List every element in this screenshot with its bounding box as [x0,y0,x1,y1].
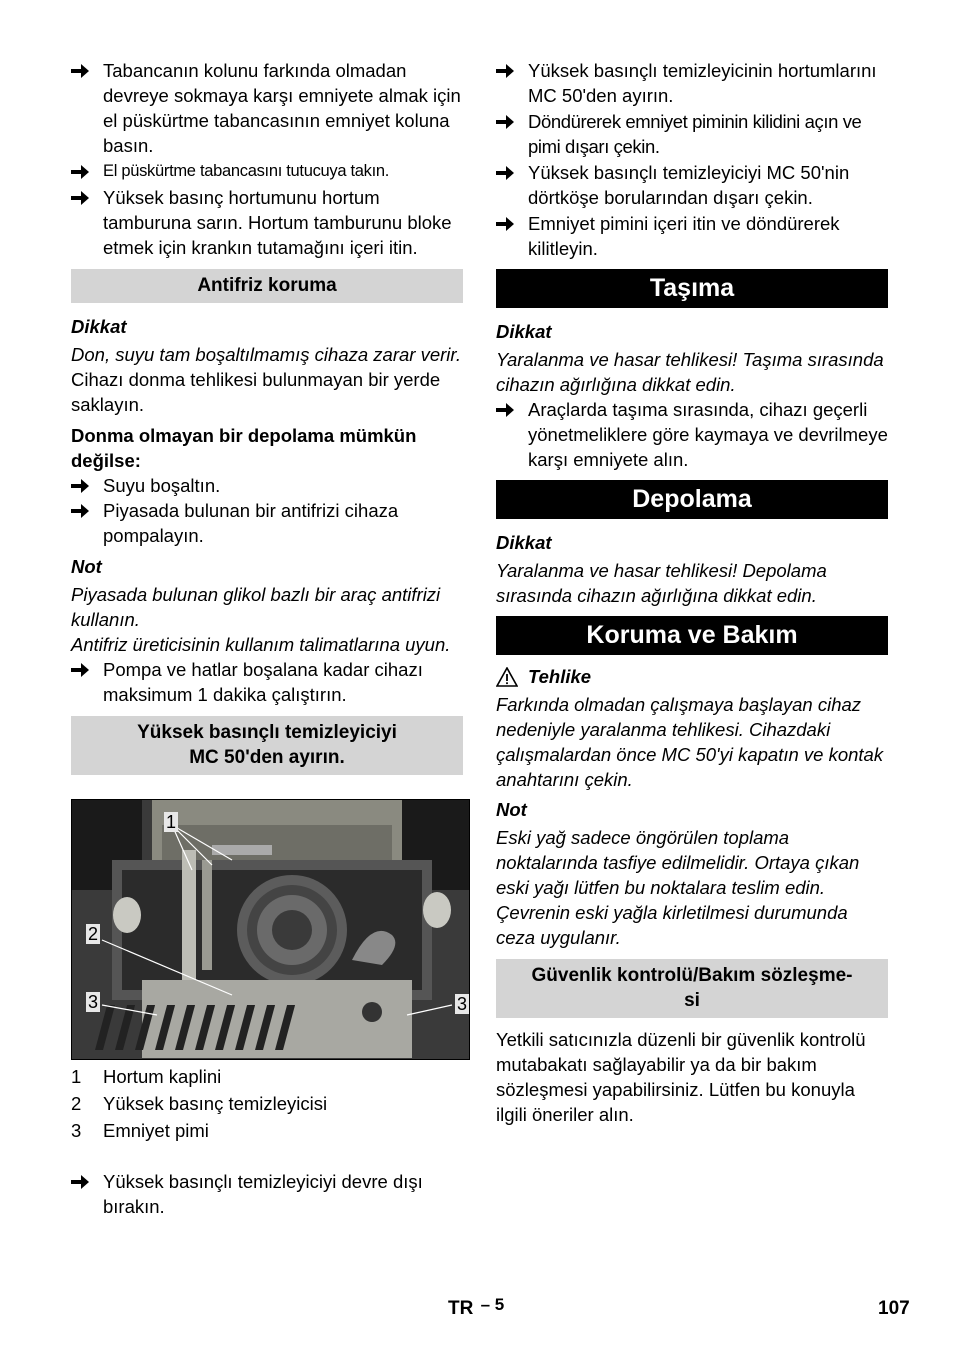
body-text: Yetkili satıcınızla düzenli bir güvenlik kontrolü mutabakatı sağlayabilir ya da bir bakım sözleşmesi yapabilirsiniz. Lütfen bu konuyla ilgili öneriler alın. [496,1029,866,1125]
heading-line: Güvenlik kontrolü/Bakım sözleşme- [531,965,853,986]
callout-label: 3 [88,992,99,1012]
note-label: Not [71,556,102,577]
bullet-text: Yüksek basınçlı temizleyiciyi devre dışı bırakın. [103,1171,423,1217]
list-item [71,185,463,260]
danger-label: Tehlike [528,666,592,687]
legend-text: Yüksek basınç temizleyicisi [103,1093,328,1114]
list-item [71,657,463,707]
legend-number: 2 [71,1093,82,1114]
list-item [71,1169,463,1219]
note-text: Antifriz üreticisinin kullanım talimatlarına uyun. [71,634,451,655]
legend-text: Emniyet pimi [103,1120,209,1141]
list-item [71,473,463,498]
arrow-icon [496,58,528,78]
note-label: Not [496,799,527,820]
device-photo [71,799,470,1060]
warning-icon [496,667,518,687]
arrow-icon [71,58,103,78]
danger-text: Farkında olmadan çalışmaya başlayan cihaz nedeniyle yaralanma tehlikesi. Cihazdaki çalışmalardan önce MC 50'yi kapatın ve kontak anahtarını çekin. [496,694,884,790]
section-heading: Koruma ve Bakım [496,616,888,655]
caution-label: Dikkat [496,532,552,553]
bullet-text: Yüksek basınç hortumunu hortum tamburuna sarın. Hortum tamburunu bloke etmek için krankın tutamağını içeri itin. [103,187,452,258]
list-item [496,160,888,210]
legend-item [71,1091,463,1116]
note-text: Piyasada bulunan glikol bazlı bir araç antifrizi kullanın. [71,584,441,630]
danger-heading [496,664,888,689]
callout-label: 1 [166,812,177,832]
heading-line: Yüksek basınçlı temizleyiciyi [137,722,397,743]
section-heading: Depolama [496,480,888,519]
bullet-text: Emniyet pimini içeri itin ve döndürerek kilitleyin. [528,213,840,259]
caution-text: Yaralanma ve hasar tehlikesi! Depolama sırasında cihazın ağırlığına dikkat edin. [496,560,827,606]
list-item [71,58,463,158]
list-item [71,159,463,184]
bullet-text: Yüksek basınçlı temizleyicinin hortumlarını MC 50'den ayırın. [528,60,877,106]
page-number: 107 [878,1298,910,1319]
right-column [496,58,888,1127]
figure-legend [71,1064,463,1143]
section-heading [71,716,463,775]
arrow-icon [71,498,103,518]
caution-text: Don, suyu tam boşaltılmamış cihaza zarar verir. [71,344,461,365]
bullet-text: Araçlarda taşıma sırasında, cihazı geçerli yönetmeliklere göre kaymaya ve devrilmeye karşı emniyete alın. [528,399,888,470]
arrow-icon [71,159,103,179]
bold-note: Donma olmayan bir depolama mümkün değilse: [71,425,417,471]
bullet-text: Tabancanın kolunu farkında olmadan devreye sokmaya karşı emniyete almak için el püskürtme tabancasının emniyet koluna basın. [103,60,461,156]
arrow-icon [496,397,528,417]
footer-lang [448,1296,504,1321]
list-item [496,109,888,159]
section-heading: Antifriz koruma [71,269,463,303]
legend-number: 3 [71,1120,82,1141]
bullet-text: Suyu boşaltın. [103,475,221,496]
list-item [71,498,463,548]
caution-label: Dikkat [496,321,552,342]
arrow-icon [71,657,103,677]
bullet-text: Piyasada bulunan bir antifrizi cihaza pompalayın. [103,500,399,546]
caution-text: Yaralanma ve hasar tehlikesi! Taşıma sırasında cihazın ağırlığına dikkat edin. [496,349,884,395]
section-heading: Taşıma [496,269,888,308]
arrow-icon [496,211,528,231]
callout-label: 2 [88,924,99,944]
arrow-icon [71,1169,103,1189]
arrow-icon [71,185,103,205]
legend-number: 1 [71,1066,82,1087]
list-item [496,397,888,472]
body-text: Cihazı donma tehlikesi bulunmayan bir yerde saklayın. [71,369,441,415]
legend-item [71,1118,463,1143]
arrow-icon [496,160,528,180]
language-code: TR [448,1298,474,1319]
photo-illustration [72,800,469,1059]
legend-text: Hortum kaplini [103,1066,222,1087]
bullet-text: Yüksek basınçlı temizleyiciyi MC 50'nin dörtköşe borularından dışarı çekin. [528,162,850,208]
note-text: Eski yağ sadece öngörülen toplama noktalarında tasfiye edilmelidir. Ortaya çıkan eski yağı lütfen bu noktalara teslim edin. Çevrenin eski yağla kirletilmesi durumunda ceza uygulanır. [496,827,860,948]
arrow-icon [71,473,103,493]
caution-label: Dikkat [71,316,127,337]
list-item [496,211,888,261]
legend-item [71,1064,463,1089]
list-item [496,58,888,108]
section-number: – 5 [480,1295,505,1314]
callout-label: 3 [457,994,468,1014]
heading-line: MC 50'den ayırın. [189,747,345,768]
bullet-text: Pompa ve hatlar boşalana kadar cihazı maksimum 1 dakika çalıştırın. [103,659,423,705]
section-heading [496,959,888,1018]
bullet-text: El püskürtme tabancasını tutucuya takın. [103,162,390,180]
left-column [71,58,468,1219]
arrow-icon [496,109,528,129]
bullet-text: Döndürerek emniyet piminin kilidini açın ve pimi dışarı çekin. [528,111,862,157]
heading-line: si [684,990,700,1011]
